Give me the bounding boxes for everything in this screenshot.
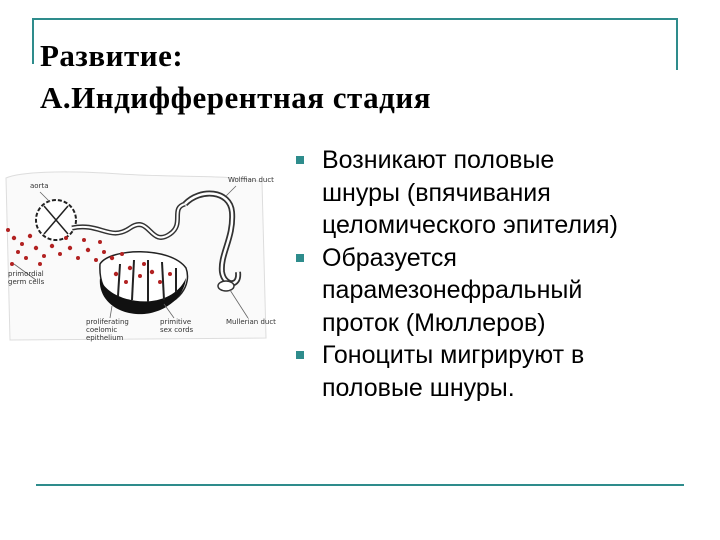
bullet-item <box>292 144 712 242</box>
bullet-text: Возникают половые шнуры (впячивания целомического эпителия) <box>322 146 618 239</box>
frame-right-rule <box>676 18 678 70</box>
label-proliferating-line-2: coelomic <box>86 326 118 334</box>
label-proliferating-line-1: proliferating <box>86 318 129 326</box>
bullet-text: Гоноциты мигрируют в половые шнуры. <box>322 341 585 402</box>
slide-title-line-2: А.Индифферентная стадия <box>40 80 431 115</box>
bullet-list <box>292 144 712 404</box>
slide-title-line-1: Развитие: <box>40 38 184 73</box>
frame-left-rule <box>32 18 34 64</box>
mullerian-duct-shape <box>218 281 234 291</box>
label-primordial-germ-cells <box>8 270 46 286</box>
label-wolffian-duct: Wolffian duct <box>228 176 274 184</box>
label-proliferating-line-3: epithelium <box>86 334 124 342</box>
label-mullerian-duct: Mullerian duct <box>226 318 276 326</box>
label-primordial-line-2: germ cells <box>8 278 45 286</box>
bottom-rule <box>36 484 684 486</box>
bullet-item <box>292 339 712 404</box>
label-sexcords-line-2: sex cords <box>160 326 194 334</box>
frame-top-rule <box>32 18 678 20</box>
label-sexcords-line-1: primitive <box>160 318 192 326</box>
bullet-text: Образуется парамезонефральный проток (Мюллеров) <box>322 243 583 337</box>
label-primordial-line-1: primordial <box>8 270 44 278</box>
label-aorta: aorta <box>30 182 49 190</box>
square-bullet-icon <box>296 351 304 359</box>
square-bullet-icon <box>296 254 304 262</box>
embryo-diagram <box>0 168 282 348</box>
square-bullet-icon <box>296 156 304 164</box>
label-primitive-sex-cords <box>160 318 194 334</box>
bullet-item <box>292 242 712 340</box>
